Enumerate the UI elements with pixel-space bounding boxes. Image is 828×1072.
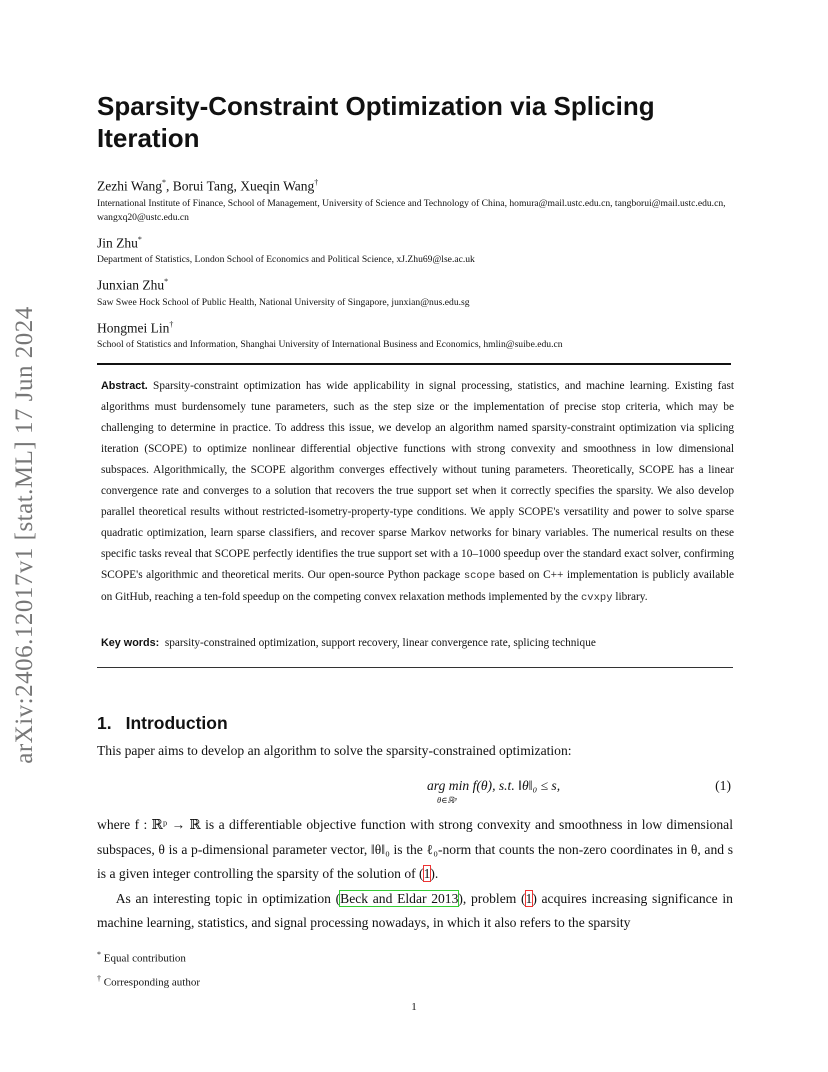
code-scope: scope bbox=[463, 570, 496, 582]
keywords: Key words: sparsity-constrained optimization, support recovery, linear convergence rate, splicing technique bbox=[101, 637, 596, 649]
author-names: Hongmei Lin† bbox=[97, 319, 174, 335]
footnote-1: * Equal contribution bbox=[97, 950, 186, 965]
author-block-4 bbox=[97, 316, 737, 353]
equation-subscript: θ∈ℝᵖ bbox=[437, 795, 457, 805]
author-names: Zezhi Wang*, Borui Tang, Xueqin Wang† bbox=[97, 178, 319, 194]
author-list bbox=[97, 174, 737, 358]
affiliation: School of Statistics and Information, Shanghai University of International Business and Economics, hmlin@suibe.edu.cn bbox=[97, 339, 563, 350]
citation-link[interactable]: Beck and Eldar 2013 bbox=[340, 890, 459, 906]
footnote-2: † Corresponding author bbox=[97, 973, 200, 989]
affiliation: Department of Statistics, London School of Economics and Political Science, xJ.Zhu69@lse.ac.uk bbox=[97, 254, 475, 265]
paper-title: Sparsity-Constraint Optimization via Splicing Iteration bbox=[97, 91, 655, 153]
author-names: Junxian Zhu* bbox=[97, 277, 169, 293]
abstract-divider bbox=[97, 667, 733, 668]
equation-number: (1) bbox=[715, 778, 731, 793]
author-block-3 bbox=[97, 273, 737, 310]
author-block-1 bbox=[97, 174, 737, 225]
paragraph-2: where f : ℝᵖ → ℝ is a differentiable objective function with strong convexity and smoothness in low dimensional subspaces, θ is a p-dimensional parameter vector, ‖θ‖₀ is the ℓ₀-norm that counts the non-zero coordinates in θ, and s is a given integer controlling the sparsity of the solution of (1). As an interesting topic in optimization (Beck and Eldar 2013), problem (1) acquires increasing significance in machine learning, statistics, and signal processing nowadays, in which it also refers to the sparsity bbox=[97, 817, 733, 930]
code-cvxpy: cvxpy bbox=[581, 592, 613, 604]
abstract: Abstract. Sparsity-constraint optimization has wide applicability in signal processing, statistics, and machine learning. Existing fast algorithms must burdensomely tune parameters, such as the step size or the implementation of precise stop criteria, which may be challenging to determine in practice. To address this issue, we develop an algorithm named sparsity-constraint optimization via splicing iteration (SCOPE) to optimize nonlinear differential objective functions with strong convexity and smoothness in low dimensional subspaces. Algorithmically, the SCOPE algorithm converges effectively without tuning parameters. Theoretically, SCOPE has a linear convergence rate and converges to a solution that recovers the true support set when it correctly specifies the sparsity. We also develop parallel theoretical results without restricted-isometry-property-type conditions. We apply SCOPE's versatility and power to solve sparse quadratic optimization, learn sparse classifiers, and recover sparse Markov networks for binary variables. The numerical results on these specific tasks reveal that SCOPE perfectly identifies the true support set with a 10–1000 speedup over the standard exact solver, confirming SCOPE's algorithmic and theoretical merits. Our open-source Python package scope based on C++ implementation is publicly available on GitHub, reaching a ten-fold speedup on the competing convex relaxation methods implemented by the cvxpy library. bbox=[101, 380, 735, 604]
intro-line: This paper aims to develop an algorithm to solve the sparsity-constrained optimization: bbox=[97, 743, 572, 758]
section-heading: 1. Introduction bbox=[97, 713, 228, 733]
equation-body: arg min f(θ), s.t. ‖θ‖₀ ≤ s, bbox=[427, 778, 561, 793]
header-divider bbox=[97, 363, 731, 365]
equation-ref-link[interactable]: 1 bbox=[525, 890, 533, 906]
page-number: 1 bbox=[411, 1001, 417, 1013]
equation-ref-link[interactable]: 1 bbox=[423, 866, 431, 881]
affiliation: Saw Swee Hock School of Public Health, National University of Singapore, junxian@nus.edu.sg bbox=[97, 296, 470, 308]
arxiv-sidebar-id: arXiv:2406.12017v1 [stat.ML] 17 Jun 2024 bbox=[11, 306, 38, 764]
equation-1 bbox=[97, 776, 733, 810]
affiliation: International Institute of Finance, School of Management, University of Science and Technology of China, homura@mail.ustc.edu.cn, tangborui@mail.ustc.edu.cn, wangxq20@ustc.edu.cn bbox=[97, 197, 726, 223]
author-names: Jin Zhu* bbox=[97, 234, 142, 250]
footnotes bbox=[97, 945, 733, 992]
author-block-2 bbox=[97, 231, 737, 268]
keywords-label: Key words: bbox=[101, 637, 160, 649]
abstract-label: Abstract. bbox=[101, 380, 148, 392]
